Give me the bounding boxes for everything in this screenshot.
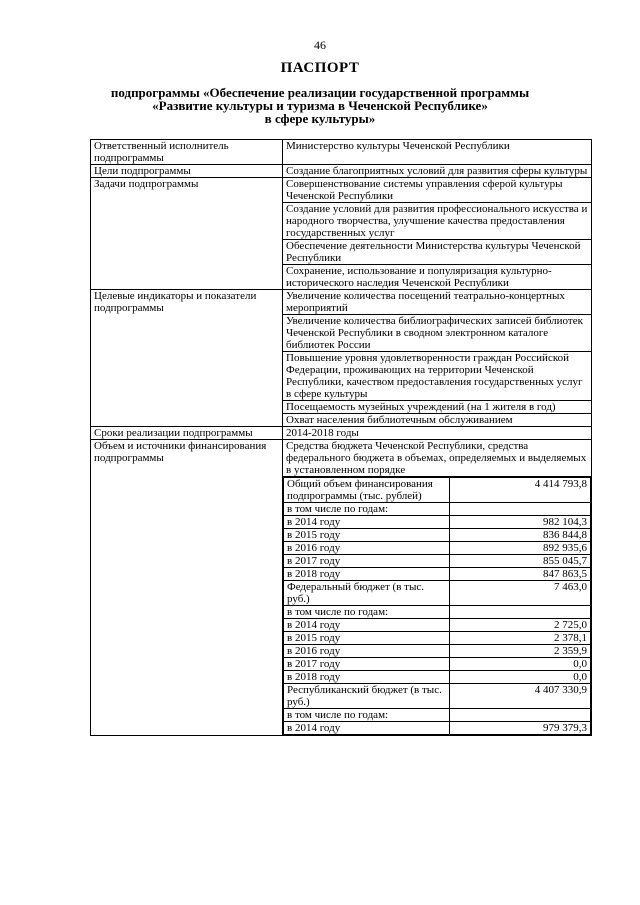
funding-row — [284, 555, 591, 568]
funding-row — [284, 581, 591, 606]
funding-year: в 2015 году — [284, 529, 450, 542]
funding-value — [450, 606, 591, 619]
funding-value — [450, 503, 591, 516]
funding-year: в 2014 году — [284, 619, 450, 632]
funding-year: в 2015 году — [284, 632, 450, 645]
document-subtitle — [60, 86, 580, 125]
funding-value: 2 378,1 — [450, 632, 591, 645]
funding-table — [283, 477, 591, 735]
funding-year: в 2018 году — [284, 568, 450, 581]
funding-value: 892 935,6 — [450, 542, 591, 555]
row-label: Задачи подпрограммы — [91, 178, 283, 290]
indicator-item: Увеличение количества библиографических записей библиотек Чеченской Республики в сводном электронном каталоге библиотек России — [283, 315, 591, 352]
funding-year: в 2017 году — [284, 658, 450, 671]
funding-year: в 2014 году — [284, 516, 450, 529]
funding-row — [284, 568, 591, 581]
funding-label: в том числе по годам: — [284, 709, 450, 722]
task-item: Создание условий для развития профессионального искусства и народного творчества, улучшение качества предоставления государственных услуг — [283, 203, 591, 240]
row-value: Министерство культуры Чеченской Республики — [283, 140, 592, 165]
funding-row — [284, 542, 591, 555]
row-funding — [91, 440, 592, 736]
funding-row — [284, 658, 591, 671]
row-value: Создание благоприятных условий для развития сферы культуры — [283, 165, 592, 178]
row-label: Объем и источники финансирования подпрограммы — [91, 440, 283, 736]
funding-row — [284, 684, 591, 709]
document-title: ПАСПОРТ — [280, 60, 360, 76]
funding-value: 855 045,7 — [450, 555, 591, 568]
funding-value: 4 414 793,8 — [450, 478, 591, 503]
row-value — [283, 178, 592, 290]
funding-label: Общий объем финансирования подпрограммы (тыс. рублей) — [284, 478, 450, 503]
funding-value — [450, 709, 591, 722]
funding-year: в 2017 году — [284, 555, 450, 568]
row-value — [283, 290, 592, 427]
funding-year: в 2014 году — [284, 722, 450, 735]
funding-label: в том числе по годам: — [284, 606, 450, 619]
row-goals — [91, 165, 592, 178]
subtitle-line: подпрограммы «Обеспечение реализации государственной программы — [110, 85, 530, 100]
funding-value: 2 359,9 — [450, 645, 591, 658]
row-label: Цели подпрограммы — [91, 165, 283, 178]
funding-year: в 2016 году — [284, 542, 450, 555]
passport-table — [90, 139, 592, 736]
indicator-item: Охват населения библиотечным обслуживанием — [286, 414, 513, 426]
indicator-item: Повышение уровня удовлетворенности граждан Российской Федерации, проживающих на территории Чеченской Республики, качеством предоставления государственных услуг в сфере культуры — [283, 352, 591, 401]
row-label: Ответственный исполнитель подпрограммы — [91, 140, 283, 165]
row-label: Целевые индикаторы и показатели подпрограммы — [91, 290, 283, 427]
task-item: Обеспечение деятельности Министерства культуры Чеченской Республики — [283, 240, 591, 265]
funding-intro: Средства бюджета Чеченской Республики, средства федерального бюджета в объемах, определяемых и выделяемых в установленном порядке — [283, 440, 591, 477]
page-number: 46 — [314, 38, 326, 52]
funding-row — [284, 632, 591, 645]
funding-year: в 2016 году — [284, 645, 450, 658]
funding-value: 0,0 — [450, 671, 591, 684]
funding-row — [284, 619, 591, 632]
funding-row — [284, 516, 591, 529]
row-tasks — [91, 178, 592, 290]
row-terms — [91, 427, 592, 440]
indicator-item: Посещаемость музейных учреждений (на 1 жителя в год) — [283, 401, 591, 414]
funding-row — [284, 722, 591, 735]
row-indicators — [91, 290, 592, 427]
task-item: Сохранение, использование и популяризация культурно-исторического наследия Чеченской Республики — [286, 265, 552, 289]
funding-label: Федеральный бюджет (в тыс. руб.) — [284, 581, 450, 606]
funding-label: в том числе по годам: — [284, 503, 450, 516]
funding-row — [284, 503, 591, 516]
funding-value: 836 844,8 — [450, 529, 591, 542]
funding-row — [284, 645, 591, 658]
funding-row — [284, 606, 591, 619]
row-executor — [91, 140, 592, 165]
funding-row — [284, 478, 591, 503]
funding-label: Республиканский бюджет (в тыс. руб.) — [284, 684, 450, 709]
indicator-item: Увеличение количества посещений театрально-концертных мероприятий — [283, 290, 591, 315]
funding-value: 2 725,0 — [450, 619, 591, 632]
funding-row — [284, 529, 591, 542]
funding-value: 979 379,3 — [450, 722, 591, 735]
funding-value: 0,0 — [450, 658, 591, 671]
funding-row — [284, 671, 591, 684]
funding-row — [284, 709, 591, 722]
row-label: Сроки реализации подпрограммы — [91, 427, 283, 440]
funding-value: 982 104,3 — [450, 516, 591, 529]
row-value: 2014-2018 годы — [283, 427, 592, 440]
subtitle-line: «Развитие культуры и туризма в Чеченской Республике» — [152, 98, 488, 113]
subtitle-line: в сфере культуры» — [264, 111, 376, 126]
funding-value: 7 463,0 — [450, 581, 591, 606]
funding-value: 4 407 330,9 — [450, 684, 591, 709]
funding-value: 847 863,5 — [450, 568, 591, 581]
funding-year: в 2018 году — [284, 671, 450, 684]
row-value — [283, 440, 592, 736]
task-item: Совершенствование системы управления сферой культуры Чеченской Республики — [283, 178, 591, 203]
